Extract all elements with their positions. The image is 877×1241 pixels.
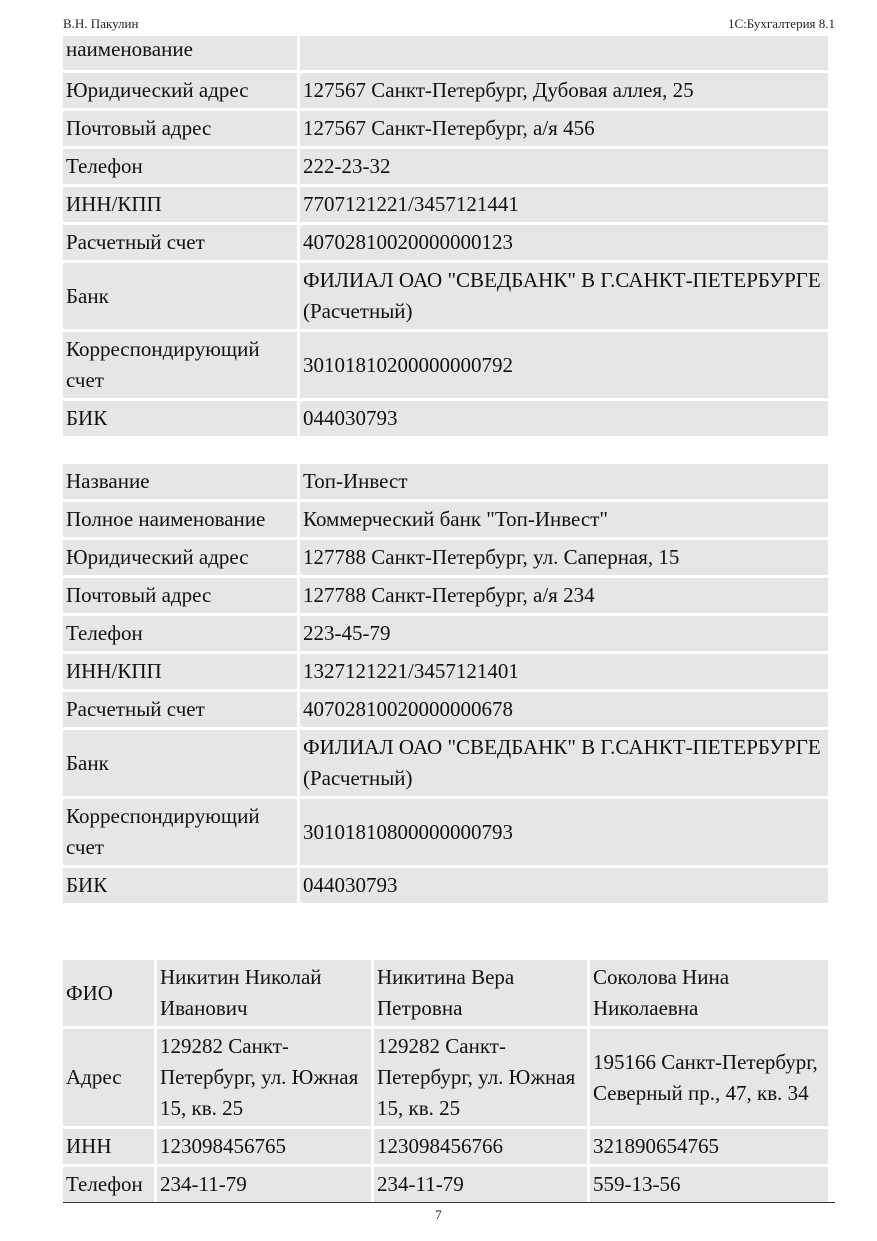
field-label: БИК [63, 868, 297, 903]
field-value: 40702810020000000123 [300, 225, 828, 260]
field-value: 044030793 [300, 401, 828, 436]
field-value: ФИЛИАЛ ОАО "СВЕДБАНК" В Г.САНКТ-ПЕТЕРБУРГЕ (Расчетный) [300, 730, 828, 796]
person-phone: 559-13-56 [590, 1167, 828, 1202]
field-value: 223-45-79 [300, 616, 828, 651]
field-label: Почтовый адрес [63, 578, 297, 613]
table-row [63, 111, 828, 146]
table-row [63, 1167, 828, 1202]
footer-divider [63, 1202, 835, 1203]
field-value: 222-23-32 [300, 149, 828, 184]
field-label: наименование [63, 36, 297, 70]
field-label: Расчетный счет [63, 692, 297, 727]
field-label: Телефон [63, 616, 297, 651]
field-label: Расчетный счет [63, 225, 297, 260]
field-label: ИНН/КПП [63, 187, 297, 222]
person-address: 129282 Санкт-Петербург, ул. Южная 15, кв. 25 [157, 1029, 371, 1126]
person-phone: 234-11-79 [157, 1167, 371, 1202]
field-label: Корреспондирующий счет [63, 332, 297, 398]
field-value: 044030793 [300, 868, 828, 903]
person-inn: 123098456765 [157, 1129, 371, 1164]
field-value: 127567 Санкт-Петербург, а/я 456 [300, 111, 828, 146]
field-label: ИНН [63, 1129, 154, 1164]
table-row [63, 263, 828, 329]
person-phone: 234-11-79 [374, 1167, 587, 1202]
table-row [63, 187, 828, 222]
field-label: БИК [63, 401, 297, 436]
person-address: 129282 Санкт-Петербург, ул. Южная 15, кв. 25 [374, 1029, 587, 1126]
field-value [300, 36, 828, 70]
table-row [63, 578, 828, 613]
person-inn: 123098456766 [374, 1129, 587, 1164]
field-value: ФИЛИАЛ ОАО "СВЕДБАНК" В Г.САНКТ-ПЕТЕРБУРГЕ (Расчетный) [300, 263, 828, 329]
field-value: 30101810200000000792 [300, 332, 828, 398]
person-inn: 321890654765 [590, 1129, 828, 1164]
field-value: Топ-Инвест [300, 464, 828, 499]
header-product: 1С:Бухгалтерия 8.1 [727, 16, 835, 31]
field-label: Телефон [63, 1167, 154, 1202]
field-value: Коммерческий банк "Топ-Инвест" [300, 502, 828, 537]
field-label: Юридический адрес [63, 540, 297, 575]
person-fio: Никитина Вера Петровна [374, 960, 587, 1026]
field-label: Адрес [63, 1029, 154, 1126]
table-row [63, 332, 828, 398]
persons-table [60, 957, 831, 1205]
field-label: Юридический адрес [63, 73, 297, 108]
field-value: 127567 Санкт-Петербург, Дубовая аллея, 25 [300, 73, 828, 108]
table-row [63, 36, 828, 70]
table-row [63, 401, 828, 436]
table-row [63, 1129, 828, 1164]
field-value: 30101810800000000793 [300, 799, 828, 865]
table-row [63, 799, 828, 865]
field-label: ИНН/КПП [63, 654, 297, 689]
table-row [63, 502, 828, 537]
table-row [63, 149, 828, 184]
field-value: 127788 Санкт-Петербург, ул. Саперная, 15 [300, 540, 828, 575]
page-number: 7 [435, 1207, 442, 1222]
field-label: Банк [63, 730, 297, 796]
person-address: 195166 Санкт-Петербург, Северный пр., 47, кв. 34 [590, 1029, 828, 1126]
field-label: Почтовый адрес [63, 111, 297, 146]
table-row [63, 692, 828, 727]
table-row [63, 654, 828, 689]
organization-2-table [60, 461, 831, 906]
table-row [63, 730, 828, 796]
table-row [63, 464, 828, 499]
field-label: Телефон [63, 149, 297, 184]
field-label: ФИО [63, 960, 154, 1026]
table-row [63, 616, 828, 651]
field-value: 7707121221/3457121441 [300, 187, 828, 222]
field-label: Банк [63, 263, 297, 329]
person-fio: Соколова Нина Николаевна [590, 960, 828, 1026]
field-label: Название [63, 464, 297, 499]
field-label: Полное наименование [63, 502, 297, 537]
table-row [63, 540, 828, 575]
header-author: В.Н. Пакулин [63, 16, 139, 31]
table-row [63, 1029, 828, 1126]
field-value: 40702810020000000678 [300, 692, 828, 727]
table-row [63, 73, 828, 108]
field-value: 127788 Санкт-Петербург, а/я 234 [300, 578, 828, 613]
table-row [63, 225, 828, 260]
field-label: Корреспондирующий счет [63, 799, 297, 865]
field-value: 1327121221/3457121401 [300, 654, 828, 689]
table-row [63, 960, 828, 1026]
table-row [63, 868, 828, 903]
person-fio: Никитин Николай Иванович [157, 960, 371, 1026]
organization-1-table [60, 33, 831, 439]
